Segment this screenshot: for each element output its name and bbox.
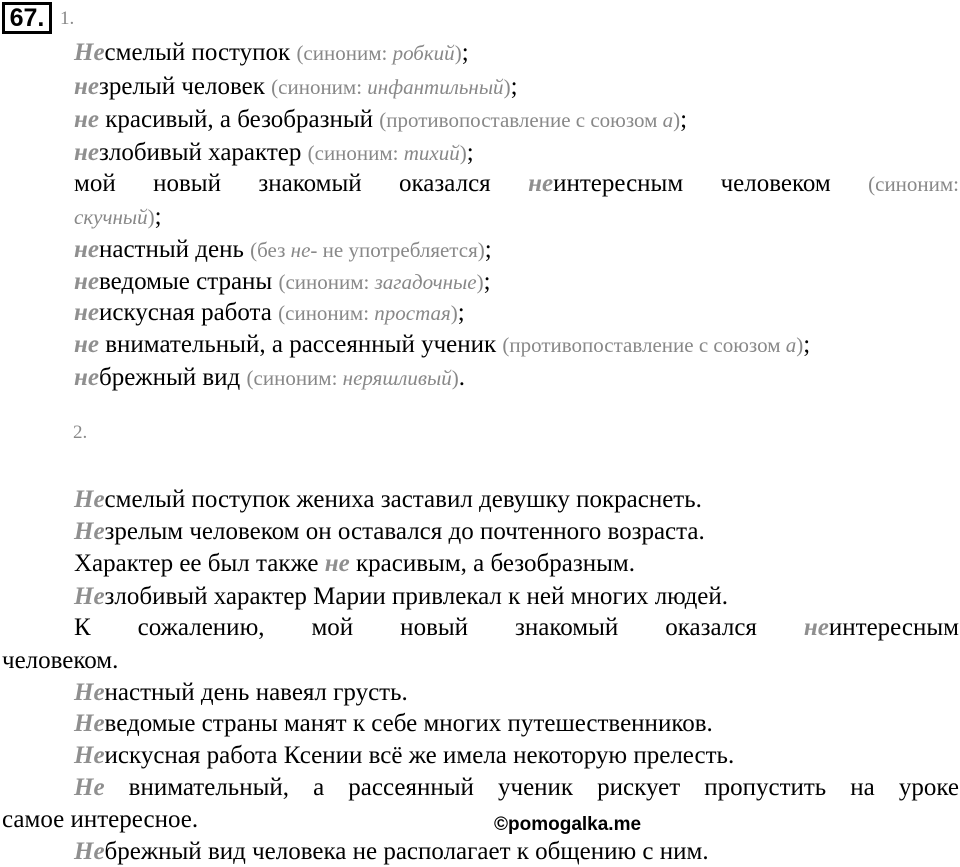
part1-line: неискусная работа (синоним: простая); xyxy=(74,299,465,326)
ne-prefix: Не xyxy=(74,710,105,737)
part2-line xyxy=(74,710,713,738)
line-text: ведомые страны xyxy=(98,268,273,295)
part2-line xyxy=(74,486,702,514)
note: (синоним: загадочные) xyxy=(278,270,484,294)
line-text: интересным xyxy=(828,614,959,641)
part1-line xyxy=(74,170,959,198)
ne-prefix: Не xyxy=(74,486,105,513)
line-text: искусная работа xyxy=(98,299,272,326)
part2-line xyxy=(74,583,728,611)
note: (противопоставление с союзом а) xyxy=(379,108,681,132)
line-text: Характер ее был также xyxy=(74,550,325,577)
line-text: интересным человеком xyxy=(553,170,831,197)
ne-prefix: Не xyxy=(74,742,105,769)
note: (синоним: робкий) xyxy=(296,41,462,65)
exercise-number: 67. xyxy=(2,2,52,34)
part1-line: незрелый человек (синоним: инфантильный); xyxy=(74,73,518,100)
line-text: внимательный, а рассеянный ученик рискует пропустить на уроке xyxy=(104,774,959,801)
note: (противопоставление с союзом а) xyxy=(502,333,804,357)
ne-prefix: не xyxy=(74,331,99,358)
line-text: настный день xyxy=(98,236,244,263)
note: (синоним: простая) xyxy=(278,301,458,325)
note: (синоним: xyxy=(868,172,960,196)
part1-line: незлобивый характер (синоним: тихий); xyxy=(74,139,474,166)
ne-prefix: Не xyxy=(74,838,105,865)
part1-line: не внимательный, а рассеянный ученик (противопоставление с союзом а); xyxy=(74,331,811,358)
ne-prefix: не xyxy=(74,268,99,295)
line-text: смелый поступок жениха заставил девушку покраснеть. xyxy=(104,486,702,513)
part2-line xyxy=(74,550,635,578)
line-text: внимательный, а рассеянный ученик xyxy=(98,331,497,358)
part-1-number: 1. xyxy=(60,8,75,29)
ne-prefix: Не xyxy=(74,518,105,545)
line-text: брежный вид xyxy=(98,364,241,391)
part2-line xyxy=(74,774,959,802)
line-text: красивым, а безобразным. xyxy=(349,550,635,577)
line-text: красивый, а безобразный xyxy=(98,106,374,133)
line-text: зрелым человеком он оставался до почтенного возраста. xyxy=(104,518,705,545)
ne-prefix: Не xyxy=(74,679,105,706)
ne-prefix: не xyxy=(74,139,99,166)
line-text: К сожалению, мой новый знакомый оказался xyxy=(74,614,804,641)
part1-line: ненастный день (без не- не употребляется); xyxy=(74,236,492,263)
part1-line-continuation: скучный); xyxy=(74,203,162,230)
note: (синоним: инфантильный) xyxy=(271,75,511,99)
ne-prefix: не xyxy=(324,550,350,577)
note: (синоним: тихий) xyxy=(307,141,467,165)
part1-line: Несмелый поступок (синоним: робкий); xyxy=(74,39,469,66)
ne-prefix: не xyxy=(74,73,99,100)
line-text: искусная работа Ксении всё же имела некоторую прелесть. xyxy=(104,742,735,769)
ne-prefix: Не xyxy=(74,583,105,610)
line-text: злобивый характер Марии привлекал к ней многих людей. xyxy=(104,583,729,610)
line-text: мой новый знакомый оказался xyxy=(74,170,491,197)
line-text: зрелый человек xyxy=(98,73,265,100)
part2-line xyxy=(74,742,734,770)
part2-line xyxy=(74,679,408,707)
part2-line xyxy=(74,518,705,546)
line-text: брежный вид человека не располагает к общению с ним. xyxy=(104,838,709,865)
ne-prefix: не xyxy=(803,614,829,641)
part1-line: неведомые страны (синоним: загадочные); xyxy=(74,268,491,295)
note: (синоним: неряшливый) xyxy=(246,366,459,390)
note: (без не- не употребляется) xyxy=(250,238,485,262)
ne-prefix: не xyxy=(74,236,99,263)
ne-prefix: не xyxy=(74,106,99,133)
line-text: ведомые страны манят к себе многих путешественников. xyxy=(104,710,713,737)
ne-prefix: не xyxy=(74,299,99,326)
part2-line-continuation: человеком. xyxy=(2,647,119,674)
part-2-number: 2. xyxy=(73,422,88,443)
part2-line xyxy=(74,614,959,642)
part1-line: небрежный вид (синоним: неряшливый). xyxy=(74,364,465,391)
ne-prefix: не xyxy=(528,170,554,197)
line-text: настный день навеял грусть. xyxy=(104,679,408,706)
part1-line: не красивый, а безобразный (противопоставление с союзом а); xyxy=(74,106,688,133)
ne-prefix: Не xyxy=(74,39,105,66)
part2-line-continuation: самое интересное. xyxy=(2,806,199,833)
part2-line xyxy=(74,838,709,866)
note: скучный xyxy=(74,205,148,229)
ne-prefix: Не xyxy=(74,774,105,801)
line-text: смелый поступок xyxy=(104,39,291,66)
ne-prefix: не xyxy=(74,364,99,391)
watermark: ©pomogalka.me xyxy=(494,814,642,835)
line-text: злобивый характер xyxy=(98,139,302,166)
